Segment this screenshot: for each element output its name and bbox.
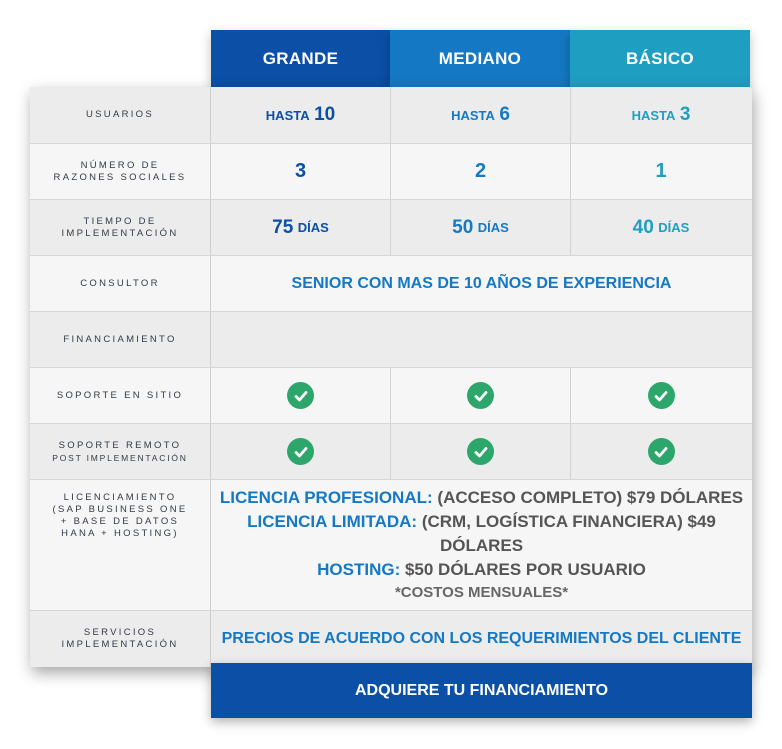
row-label-line: IMPLEMENTACIÓN (61, 639, 179, 650)
cell-unit: DÍAS (297, 220, 329, 235)
row-consultor (30, 256, 752, 312)
row-label-line: (SAP BUSINESS ONE (52, 504, 188, 515)
licencia-profesional-value: (ACCESO COMPLETO) $79 DÓLARES (437, 488, 744, 507)
check-circle-icon (467, 382, 494, 409)
row-label (30, 611, 211, 667)
cell-value: 40 (632, 216, 654, 238)
check-circle-icon (467, 438, 494, 465)
row-licenciamiento (30, 480, 752, 611)
check-circle-icon (648, 382, 675, 409)
row-label-line: SERVICIOS (83, 627, 157, 638)
cell-usuarios-mediano (391, 87, 571, 143)
cell-soporte-sitio-mediano (391, 368, 571, 423)
row-label-line: IMPLEMENTACIÓN (61, 227, 179, 239)
costos-mensuales-note: *COSTOS MENSUALES* (394, 584, 569, 601)
row-label: USUARIOS (30, 87, 211, 143)
licencia-profesional-line (220, 486, 743, 510)
cell-razones-grande: 3 (211, 144, 391, 199)
cell-prefix: HASTA (451, 107, 495, 123)
plan-name-basico: BÁSICO (626, 48, 694, 68)
row-financiamiento (30, 312, 752, 368)
row-servicios-implementacion (30, 611, 752, 667)
cell-value: 50 (452, 216, 474, 238)
licencia-limitada-line (211, 510, 752, 558)
row-soporte-remoto (30, 424, 752, 480)
cell-tiempo-basico (571, 200, 751, 255)
cell-value: 3 (679, 104, 691, 125)
cell-soporte-sitio-grande (211, 368, 391, 423)
row-label-line: POST IMPLEMENTACIÓN (52, 452, 188, 463)
cell-usuarios-basico (571, 87, 751, 143)
cell-soporte-remoto-basico (571, 424, 751, 479)
plan-header-basico (570, 30, 750, 87)
row-label (30, 480, 211, 610)
row-label (30, 200, 211, 255)
cell-tiempo-mediano (391, 200, 571, 255)
plan-header-mediano (390, 30, 570, 87)
row-label: FINANCIAMIENTO (30, 312, 211, 367)
licenciamiento-details (211, 480, 752, 610)
consultor-value: SENIOR CON MAS DE 10 AÑOS DE EXPERIENCIA (291, 274, 672, 292)
cell-soporte-remoto-mediano (391, 424, 571, 479)
plan-name-mediano: MEDIANO (438, 48, 522, 68)
pricing-table (30, 87, 752, 667)
cell-razones-mediano: 2 (391, 144, 571, 199)
row-label-line: LICENCIAMIENTO (63, 492, 177, 503)
row-label (30, 424, 211, 479)
row-label-line: RAZONES SOCIALES (53, 171, 187, 183)
cell-value: 10 (314, 104, 336, 125)
financiamiento-value (211, 312, 752, 367)
row-usuarios (30, 87, 752, 144)
cell-prefix: HASTA (265, 107, 310, 123)
row-label: SOPORTE EN SITIO (30, 368, 211, 423)
row-label-line: SOPORTE REMOTO (58, 439, 182, 451)
cell-soporte-remoto-grande (211, 424, 391, 479)
row-label (30, 144, 211, 199)
row-tiempo-implementacion (30, 200, 752, 256)
cell-value: 75 (272, 216, 294, 238)
row-razones-sociales (30, 144, 752, 200)
cell-soporte-sitio-basico (571, 368, 751, 423)
row-soporte-sitio (30, 368, 752, 424)
row-label-line: TIEMPO DE (83, 215, 157, 227)
plan-name-grande: GRANDE (262, 48, 339, 68)
licencia-profesional-key: LICENCIA PROFESIONAL: (219, 488, 433, 507)
cell-razones-basico: 1 (655, 160, 667, 182)
row-label-line: HANA + HOSTING) (61, 528, 179, 539)
cell-usuarios-grande (211, 87, 391, 143)
cell-value: 6 (499, 104, 510, 125)
row-label-line: + BASE DE DATOS (60, 516, 180, 527)
licencia-limitada-value: (CRM, LOGÍSTICA FINANCIERA) $49 DÓLARES (421, 512, 716, 555)
servicios-value: PRECIOS DE ACUERDO CON LOS REQUERIMIENTOS DEL CLIENTE (221, 630, 742, 647)
check-circle-icon (648, 438, 675, 465)
hosting-value: $50 DÓLARES POR USUARIO (404, 560, 646, 579)
cell-prefix: HASTA (631, 107, 676, 123)
cell-tiempo-grande (211, 200, 391, 255)
check-circle-icon (287, 382, 314, 409)
row-label: CONSULTOR (30, 256, 211, 311)
licencia-limitada-key: LICENCIA LIMITADA: (247, 512, 418, 531)
adquiere-financiamiento-button[interactable]: ADQUIERE TU FINANCIAMIENTO (211, 663, 752, 718)
cell-unit: DÍAS (658, 220, 690, 235)
hosting-line (317, 558, 646, 582)
check-circle-icon (287, 438, 314, 465)
cell-unit: DÍAS (477, 220, 509, 235)
hosting-key: HOSTING: (317, 560, 401, 579)
plan-header-grande (211, 30, 390, 87)
row-label-line: NÚMERO DE (80, 159, 160, 171)
